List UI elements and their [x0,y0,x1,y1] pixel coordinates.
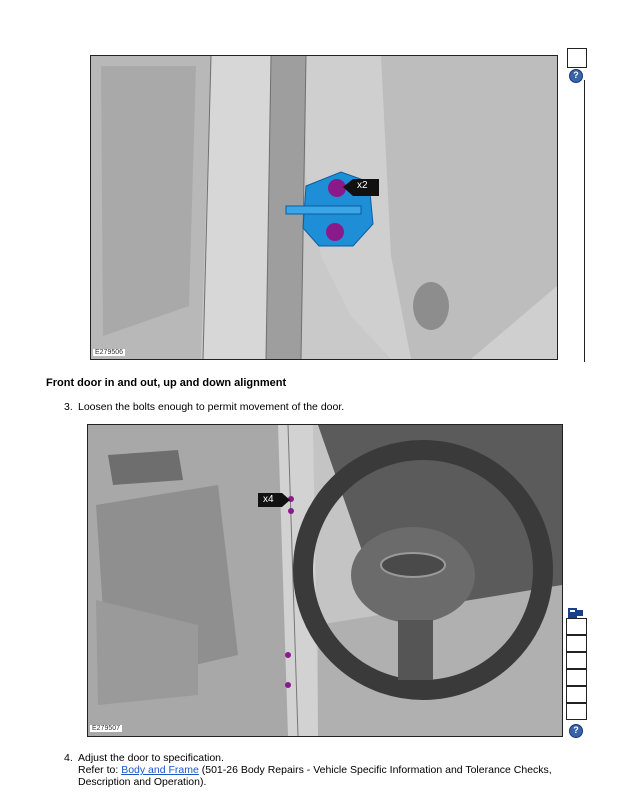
sidebar-cell[interactable] [566,618,587,635]
section-heading: Front door in and out, up and down alignment [46,377,287,389]
figure-1 [90,55,558,360]
sidebar-cell[interactable] [566,669,587,686]
sidebar-cell[interactable] [566,686,587,703]
sidebar-cell[interactable] [566,703,587,720]
sidebar-cells [566,618,587,720]
sidebar-cell[interactable] [566,635,587,652]
body-and-frame-link[interactable]: Body and Frame [121,764,199,776]
hinge-bolt-1 [288,496,294,502]
hinge-bolt-2 [288,508,294,514]
step-3-number: 3. [64,401,73,413]
toolbar-icon[interactable] [568,606,584,618]
sidebar-cell[interactable] [566,652,587,669]
figure-2 [87,424,563,737]
step-3-text: Loosen the bolts enough to permit movement of the door. [78,401,345,413]
figure-code-2: E279507 [92,725,121,732]
sidebar-line-1 [584,80,585,362]
callout-x4: x4 [263,494,274,505]
callout-x2: x2 [357,180,368,191]
help-icon-2[interactable]: ? [569,724,583,738]
step-4-number: 4. [64,752,73,764]
sidebar-box-1[interactable] [567,48,587,68]
bolt-upper [328,179,346,197]
figure-2-illustration [88,425,562,736]
figure-1-illustration [91,56,557,359]
refer-suffix: (501-26 Body Repairs - Vehicle Specific Information and Tolerance Checks, [198,764,552,776]
hinge-bolt-4 [285,682,291,688]
step-4-reference [78,764,598,776]
figure-code-1: E279506 [95,349,124,356]
step-4-reference-cont: Description and Operation). [78,776,207,788]
help-icon-1[interactable]: ? [569,69,583,83]
bolt-lower [326,223,344,241]
refer-prefix: Refer to: [78,764,122,776]
hinge-bolt-3 [285,652,291,658]
step-4-text: Adjust the door to specification. [78,752,224,764]
